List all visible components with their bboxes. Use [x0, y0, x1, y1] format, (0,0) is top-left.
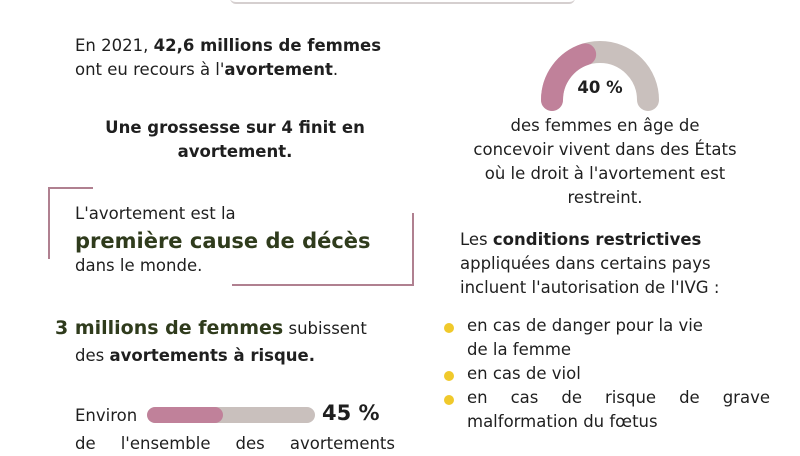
etats-line1: des femmes en âge de — [510, 116, 700, 135]
progress-percent: 45 % — [322, 401, 380, 425]
gauge-percent: 40 % — [577, 78, 623, 97]
risk-line1 — [55, 316, 367, 341]
risk-line2-prefix: des — [75, 346, 110, 365]
list-item-line2: de la femme — [467, 340, 572, 359]
conditions-prefix: Les — [460, 230, 493, 249]
frame-right — [412, 213, 414, 286]
frame-top-left — [48, 187, 93, 189]
stat-suffix: . — [332, 60, 339, 79]
stat-count: 42,6 millions de femmes — [153, 36, 382, 55]
bullet-dot-icon — [444, 323, 454, 333]
progress-bar-fill — [147, 407, 223, 423]
list-item — [440, 386, 770, 434]
risk-rest: subissent — [283, 319, 367, 338]
cause-line1: L'avortement est la — [75, 204, 236, 223]
frame-bottom — [232, 284, 414, 286]
environ-label: Environ — [75, 406, 138, 425]
conditions-text — [460, 228, 780, 300]
list-item-line2: malformation du fœtus — [467, 412, 658, 431]
grossesse-line1: Une grossesse sur 4 finit en — [105, 118, 365, 137]
conditions-bold: conditions restrictives — [492, 230, 702, 249]
conditions-line3: incluent l'autorisation de l'IVG : — [460, 278, 720, 297]
cause-line3: dans le monde. — [75, 256, 203, 275]
bullet-dot-icon — [444, 395, 454, 405]
top-banner-edge — [230, 0, 575, 4]
etats-line4: restreint. — [567, 188, 643, 207]
conditions-list — [440, 314, 770, 434]
stat-middle: ont eu recours à l' — [75, 60, 225, 79]
bullet-dot-icon — [444, 371, 454, 381]
etats-line2: concevoir vivent dans des États — [473, 140, 737, 159]
risk-line2-bold: avortements à risque. — [109, 346, 316, 365]
environ-line2: de l'ensemble des avortements — [75, 434, 395, 453]
list-item-line1: en cas de danger pour la vie — [467, 316, 703, 335]
progress-bar-track — [147, 407, 315, 423]
list-item — [440, 314, 770, 362]
frame-left — [48, 187, 50, 259]
conditions-line1 — [460, 228, 780, 252]
etats-line3: où le droit à l'avortement est — [484, 164, 726, 183]
stat-prefix: En 2021, — [75, 36, 154, 55]
risk-line2 — [75, 344, 315, 368]
etats-text — [440, 114, 770, 210]
list-item-line1: en cas de risque de grave — [467, 388, 770, 407]
list-item-line1: en cas de viol — [467, 364, 581, 383]
grossesse-stat — [55, 116, 415, 164]
conditions-line2: appliquées dans certains pays — [460, 254, 711, 273]
stat-2021 — [75, 34, 405, 82]
stat-keyword: avortement — [224, 60, 333, 79]
cause-highlight: première cause de décès — [75, 229, 371, 253]
risk-bold-start: 3 millions de femmes — [55, 317, 284, 339]
list-item — [440, 362, 770, 386]
grossesse-line2: avortement. — [177, 142, 293, 161]
